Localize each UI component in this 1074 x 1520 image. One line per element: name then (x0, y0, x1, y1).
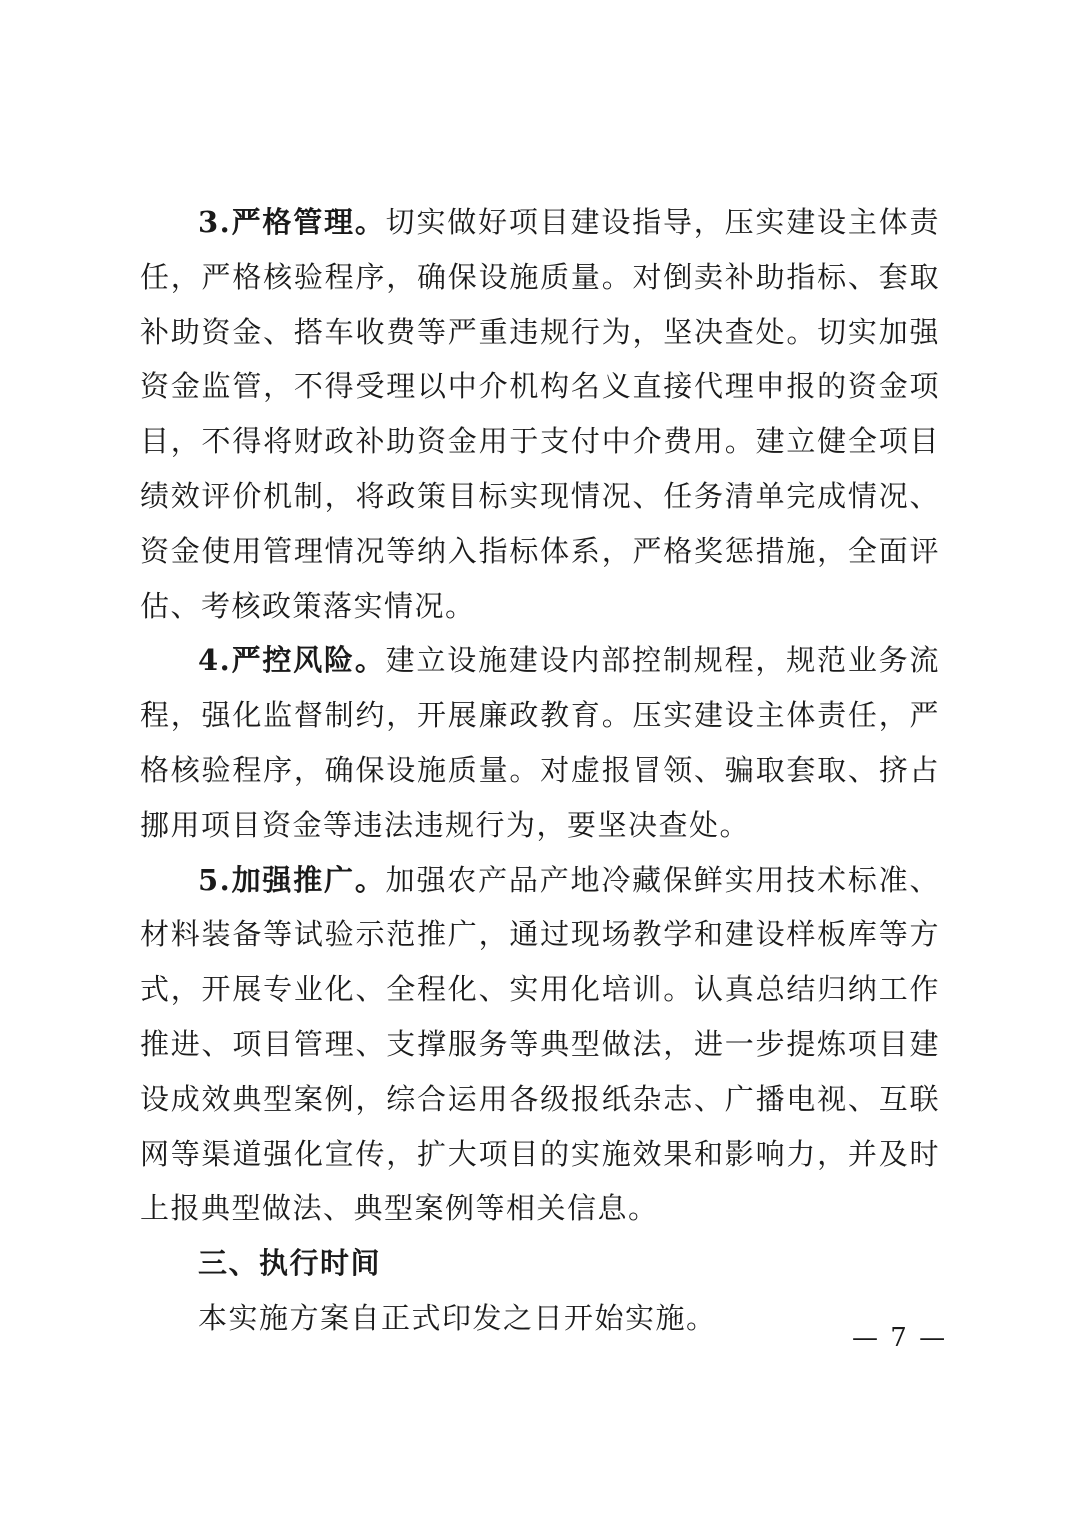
page-number: — 7 — (852, 1323, 948, 1353)
closing-paragraph: 本实施方案自正式印发之日开始实施。 (198, 1300, 717, 1335)
paragraph-text: 建立设施建设内部控制规程，规范业务流程，强化监督制约，开展廉政教育。压实建设主体责任，严格核验程序，确保设施质量。对虚报冒领、骗取套取、挤占挪用项目资金等违法违规行为，要坚决查处。 (140, 643, 940, 842)
document-body (140, 195, 940, 1346)
paragraph-text: 加强农产品产地冷藏保鲜实用技术标准、材料装备等试验示范推广，通过现场教学和建设样板库等方式，开展专业化、全程化、实用化培训。认真总结归纳工作推进、项目管理、支撑服务等典型做法，进一步提炼项目建设成效典型案例，综合运用各级报纸杂志、广播电视、互联网等渠道强化宣传，扩大项目的实施效果和影响力，并及时上报典型做法、典型案例等相关信息。 (140, 862, 940, 1226)
paragraph-lead: 3.严格管理。 (198, 205, 386, 239)
paragraph-promotion (140, 853, 940, 1237)
paragraph-lead: 5.加强推广。 (198, 862, 386, 897)
paragraph-text: 切实做好项目建设指导，压实建设主体责任，严格核验程序，确保设施质量。对倒卖补助指标、套取补助资金、搭车收费等严重违规行为，坚决查处。切实加强资金监管，不得受理以中介机构名义直接代理申报的资金项目，不得将财政补助资金用于支付中介费用。建立健全项目绩效评价机制，将政策目标实现情况、任务清单完成情况、资金使用管理情况等纳入指标体系，严格奖惩措施，全面评估、考核政策落实情况。 (140, 205, 940, 623)
paragraph-strict-management (140, 195, 940, 633)
paragraph-lead: 4.严控风险。 (198, 643, 386, 678)
section-heading: 三、执行时间 (198, 1246, 382, 1281)
paragraph-risk-control (140, 633, 940, 852)
